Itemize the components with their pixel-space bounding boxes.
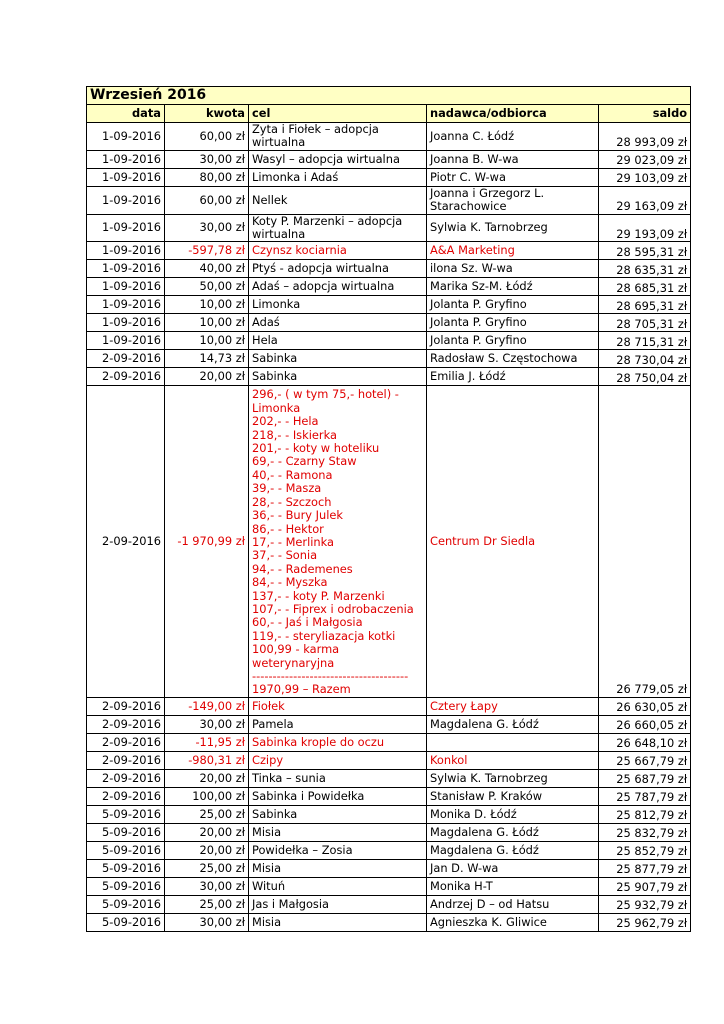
- breakdown-line: 17,- - Merlinka: [252, 534, 335, 549]
- cell-data: 2-09-2016: [87, 386, 165, 697]
- table-row-centrum: [87, 386, 691, 697]
- cell-data: 2-09-2016: [87, 769, 165, 787]
- cell-kwota: 25,00 zł: [165, 805, 249, 823]
- cell-saldo: 25 667,79 zł: [599, 751, 691, 769]
- cell-kwota: 10,00 zł: [165, 314, 249, 332]
- cell-saldo: 29 023,09 zł: [599, 150, 691, 168]
- table-row: [87, 751, 691, 769]
- cell-data: 2-09-2016: [87, 368, 165, 386]
- breakdown-line: 1970,99 – Razem: [252, 682, 351, 697]
- cell-saldo: 25 877,79 zł: [599, 859, 691, 877]
- table-row: [87, 186, 691, 214]
- cell-kwota: -1 970,99 zł: [165, 386, 249, 697]
- cell-cel: Hela: [249, 332, 427, 350]
- cell-nadawca: Jan D. W-wa: [427, 859, 599, 877]
- cell-nadawca: Jolanta P. Gryfino: [427, 296, 599, 314]
- cell-saldo: 25 932,79 zł: [599, 895, 691, 913]
- cell-cel: Czipy: [249, 751, 427, 769]
- cell-kwota: 50,00 zł: [165, 278, 249, 296]
- cell-cel: Zyta i Fiołek – adopcja wirtualna: [249, 123, 427, 151]
- cell-kwota: 100,00 zł: [165, 787, 249, 805]
- breakdown-line: 39,- - Masza: [252, 481, 322, 496]
- cell-saldo: 28 750,04 zł: [599, 368, 691, 386]
- breakdown-line: 107,- - Fiprex i odrobaczenia: [252, 601, 414, 616]
- cell-data: 1-09-2016: [87, 314, 165, 332]
- cell-kwota: 20,00 zł: [165, 823, 249, 841]
- cell-saldo: 26 660,05 zł: [599, 715, 691, 733]
- cell-nadawca: Emilia J. Łódź: [427, 368, 599, 386]
- table-row: [87, 733, 691, 751]
- breakdown-line: 69,- - Czarny Staw: [252, 454, 357, 469]
- breakdown-line: 28,- - Szczoch: [252, 494, 332, 509]
- cell-kwota: 14,73 zł: [165, 350, 249, 368]
- cell-nadawca: Sylwia K. Tarnobrzeg: [427, 769, 599, 787]
- big-row-body: [87, 386, 691, 697]
- cell-cel: Koty P. Marzenki – adopcja wirtualna: [249, 214, 427, 242]
- cell-cel: Limonka: [249, 296, 427, 314]
- table-row: [87, 168, 691, 186]
- cell-saldo: 28 695,31 zł: [599, 296, 691, 314]
- cell-data: 2-09-2016: [87, 697, 165, 715]
- cell-kwota: 30,00 zł: [165, 877, 249, 895]
- cell-cel: Fiołek: [249, 697, 427, 715]
- table-row: [87, 242, 691, 260]
- cell-data: 1-09-2016: [87, 296, 165, 314]
- breakdown-line: 36,- - Bury Julek: [252, 508, 344, 523]
- cell-saldo: 28 730,04 zł: [599, 350, 691, 368]
- cell-cel: Wituń: [249, 877, 427, 895]
- cell-nadawca: Stanisław P. Kraków: [427, 787, 599, 805]
- cell-saldo: 25 812,79 zł: [599, 805, 691, 823]
- cell-nadawca: Jolanta P. Gryfino: [427, 332, 599, 350]
- header-kwota: kwota: [165, 105, 249, 123]
- ledger-sheet: [86, 86, 690, 932]
- rows-before: [87, 123, 691, 386]
- breakdown-line: 94,- - Rademenes: [252, 561, 353, 576]
- cell-kwota: 30,00 zł: [165, 150, 249, 168]
- cell-kwota: 30,00 zł: [165, 715, 249, 733]
- cell-data: 5-09-2016: [87, 913, 165, 931]
- breakdown-line: 296,- ( w tym 75,- hotel) - Limonka: [252, 387, 399, 415]
- cell-data: 5-09-2016: [87, 805, 165, 823]
- table-row: [87, 877, 691, 895]
- cell-nadawca: Konkol: [427, 751, 599, 769]
- header-cel: cel: [249, 105, 427, 123]
- cell-kwota: 80,00 zł: [165, 168, 249, 186]
- cell-data: 2-09-2016: [87, 350, 165, 368]
- rows-after: [87, 697, 691, 931]
- cell-saldo: 25 832,79 zł: [599, 823, 691, 841]
- table-row: [87, 823, 691, 841]
- cell-cel: Adaś: [249, 314, 427, 332]
- cell-nadawca: Joanna B. W-wa: [427, 150, 599, 168]
- cell-cel: Sabinka: [249, 805, 427, 823]
- breakdown-line: 40,- - Ramona: [252, 467, 333, 482]
- cell-data: 2-09-2016: [87, 715, 165, 733]
- cell-kwota: 10,00 zł: [165, 332, 249, 350]
- table-row: [87, 715, 691, 733]
- cell-nadawca: Joanna C. Łódź: [427, 123, 599, 151]
- cell-saldo: 29 103,09 zł: [599, 168, 691, 186]
- cell-cel: Misia: [249, 823, 427, 841]
- cell-kwota: 30,00 zł: [165, 214, 249, 242]
- cell-saldo: 25 907,79 zł: [599, 877, 691, 895]
- cell-cel: Adaś – adopcja wirtualna: [249, 278, 427, 296]
- cell-nadawca: Marika Sz-M. Łódź: [427, 278, 599, 296]
- table-row: [87, 260, 691, 278]
- cell-saldo: 25 787,79 zł: [599, 787, 691, 805]
- cell-data: 1-09-2016: [87, 332, 165, 350]
- cell-kwota: -149,00 zł: [165, 697, 249, 715]
- header-nadawca: nadawca/odbiorca: [427, 105, 599, 123]
- breakdown-line: 84,- - Myszka: [252, 575, 328, 590]
- cell-nadawca: Radosław S. Częstochowa: [427, 350, 599, 368]
- cell-kwota: 60,00 zł: [165, 186, 249, 214]
- cell-cel: Sabinka krople do oczu: [249, 733, 427, 751]
- breakdown-line: 60,- - Jaś i Małgosia: [252, 615, 363, 630]
- table-row: [87, 368, 691, 386]
- cell-nadawca: Sylwia K. Tarnobrzeg: [427, 214, 599, 242]
- cell-data: 1-09-2016: [87, 186, 165, 214]
- cell-nadawca: Magdalena G. Łódź: [427, 841, 599, 859]
- table-row: [87, 123, 691, 151]
- cell-data: 1-09-2016: [87, 168, 165, 186]
- cell-cel: Limonka i Adaś: [249, 168, 427, 186]
- cell-cel: Misia: [249, 859, 427, 877]
- table-row: [87, 805, 691, 823]
- cell-kwota: 25,00 zł: [165, 895, 249, 913]
- cell-kwota: 40,00 zł: [165, 260, 249, 278]
- cell-kwota: -597,78 zł: [165, 242, 249, 260]
- cell-data: 1-09-2016: [87, 242, 165, 260]
- cell-saldo: 28 705,31 zł: [599, 314, 691, 332]
- cell-data: 1-09-2016: [87, 214, 165, 242]
- ledger-table: [86, 86, 691, 932]
- cell-nadawca: A&A Marketing: [427, 242, 599, 260]
- cell-cel: Czynsz kociarnia: [249, 242, 427, 260]
- cell-nadawca: Magdalena G. Łódź: [427, 715, 599, 733]
- cell-kwota: 10,00 zł: [165, 296, 249, 314]
- cell-nadawca: Cztery Łapy: [427, 697, 599, 715]
- cell-saldo: 28 715,31 zł: [599, 332, 691, 350]
- breakdown-line: 218,- - Iskierka: [252, 427, 337, 442]
- cell-data: 5-09-2016: [87, 841, 165, 859]
- cell-nadawca: Joanna i Grzegorz L. Starachowice: [427, 186, 599, 214]
- breakdown-line: 201,- - koty w hoteliku: [252, 441, 380, 456]
- cell-data: 2-09-2016: [87, 787, 165, 805]
- cell-kwota: 25,00 zł: [165, 859, 249, 877]
- cell-data: 1-09-2016: [87, 278, 165, 296]
- cell-saldo: 25 687,79 zł: [599, 769, 691, 787]
- table-row: [87, 859, 691, 877]
- breakdown-line: 86,- - Hektor: [252, 521, 324, 536]
- cell-data: 1-09-2016: [87, 150, 165, 168]
- cell-nadawca: ilona Sz. W-wa: [427, 260, 599, 278]
- table-row: [87, 296, 691, 314]
- cell-cel: Sabinka: [249, 368, 427, 386]
- cell-nadawca: Monika D. Łódź: [427, 805, 599, 823]
- cell-cel: Wasyl – adopcja wirtualna: [249, 150, 427, 168]
- month-title: Wrzesień 2016: [87, 87, 691, 105]
- cell-cel: Ptyś - adopcja wirtualna: [249, 260, 427, 278]
- cell-data: 5-09-2016: [87, 823, 165, 841]
- cell-data: 5-09-2016: [87, 859, 165, 877]
- table-row: [87, 913, 691, 931]
- cell-nadawca: Magdalena G. Łódź: [427, 823, 599, 841]
- cell-cel: Powidełka – Zosia: [249, 841, 427, 859]
- cell-cel: Pamela: [249, 715, 427, 733]
- table-row: [87, 314, 691, 332]
- cell-saldo: 28 595,31 zł: [599, 242, 691, 260]
- cell-saldo: 26 779,05 zł: [599, 386, 691, 697]
- table-row: [87, 350, 691, 368]
- table-row: [87, 895, 691, 913]
- breakdown-line: 119,- - steryliazacja kotki: [252, 628, 396, 643]
- cell-data: 5-09-2016: [87, 895, 165, 913]
- header-saldo: saldo: [599, 105, 691, 123]
- cell-saldo: 28 685,31 zł: [599, 278, 691, 296]
- cell-data: 2-09-2016: [87, 733, 165, 751]
- cell-cel: Jas i Małgosia: [249, 895, 427, 913]
- table-row: [87, 150, 691, 168]
- cell-kwota: 60,00 zł: [165, 123, 249, 151]
- breakdown-line: 137,- - koty P. Marzenki: [252, 588, 385, 603]
- cell-saldo: 25 852,79 zł: [599, 841, 691, 859]
- cell-saldo: 26 630,05 zł: [599, 697, 691, 715]
- cell-data: 1-09-2016: [87, 123, 165, 151]
- breakdown-line: 100,99 - karma weterynaryjna: [252, 642, 340, 670]
- cell-cel: Misia: [249, 913, 427, 931]
- cell-kwota: -980,31 zł: [165, 751, 249, 769]
- table-row: [87, 278, 691, 296]
- table-row: [87, 769, 691, 787]
- cell-cel-breakdown: [249, 386, 427, 697]
- cell-kwota: 20,00 zł: [165, 769, 249, 787]
- cell-kwota: -11,95 zł: [165, 733, 249, 751]
- cell-saldo: 29 193,09 zł: [599, 214, 691, 242]
- cell-cel: Sabinka: [249, 350, 427, 368]
- header-row: [87, 105, 691, 123]
- table-row: [87, 841, 691, 859]
- breakdown-line: --------------------------------------: [252, 668, 409, 683]
- cell-cel: Nellek: [249, 186, 427, 214]
- table-row: [87, 787, 691, 805]
- table-row: [87, 332, 691, 350]
- cell-data: 2-09-2016: [87, 751, 165, 769]
- table-row: [87, 214, 691, 242]
- cell-saldo: 28 635,31 zł: [599, 260, 691, 278]
- cell-nadawca: Centrum Dr Siedla: [427, 386, 599, 697]
- cell-nadawca: [427, 733, 599, 751]
- cell-nadawca: Andrzej D – od Hatsu: [427, 895, 599, 913]
- cell-saldo: 28 993,09 zł: [599, 123, 691, 151]
- cell-saldo: 29 163,09 zł: [599, 186, 691, 214]
- cell-data: 1-09-2016: [87, 260, 165, 278]
- cell-nadawca: Piotr C. W-wa: [427, 168, 599, 186]
- cell-nadawca: Agnieszka K. Gliwice: [427, 913, 599, 931]
- breakdown-line: 37,- - Sonia: [252, 548, 318, 563]
- cell-saldo: 26 648,10 zł: [599, 733, 691, 751]
- cell-nadawca: Monika H-T: [427, 877, 599, 895]
- cell-kwota: 30,00 zł: [165, 913, 249, 931]
- cell-kwota: 20,00 zł: [165, 368, 249, 386]
- cell-nadawca: Jolanta P. Gryfino: [427, 314, 599, 332]
- table-row: [87, 697, 691, 715]
- cell-kwota: 20,00 zł: [165, 841, 249, 859]
- cell-cel: Tinka – sunia: [249, 769, 427, 787]
- cell-data: 5-09-2016: [87, 877, 165, 895]
- header-data: data: [87, 105, 165, 123]
- cell-saldo: 25 962,79 zł: [599, 913, 691, 931]
- breakdown-line: 202,- - Hela: [252, 414, 319, 429]
- cell-cel: Sabinka i Powidełka: [249, 787, 427, 805]
